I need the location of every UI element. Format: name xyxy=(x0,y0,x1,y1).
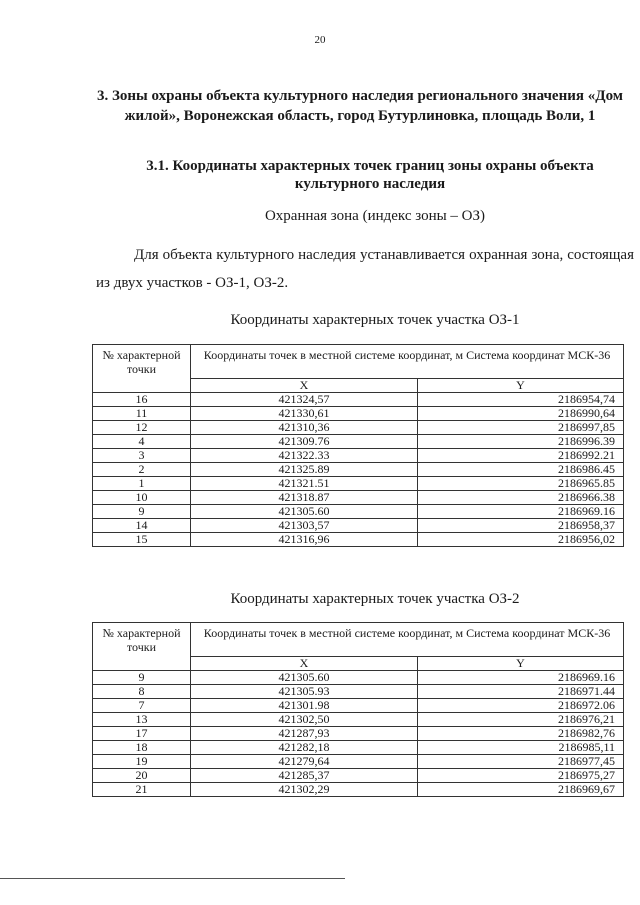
x-coord-cell: 421279,64 xyxy=(191,755,418,769)
y-coord-cell: 2186985,11 xyxy=(418,741,624,755)
point-number-cell: 8 xyxy=(93,685,191,699)
x-coord-cell: 421310,36 xyxy=(191,421,418,435)
y-coord-cell: 2186969.16 xyxy=(418,671,624,685)
table-row xyxy=(93,463,624,477)
page-number: 20 xyxy=(314,34,326,46)
point-number-cell: 14 xyxy=(93,519,191,533)
table-row xyxy=(93,407,624,421)
x-coord-cell: 421309.76 xyxy=(191,435,418,449)
table1-body xyxy=(93,393,624,547)
x-coord-cell: 421325.89 xyxy=(191,463,418,477)
y-coord-cell: 2186966.38 xyxy=(418,491,624,505)
paragraph-text: Для объекта культурного наследия устанавливается охранная зона, состоящая из двух участков - ОЗ-1, ОЗ-2. xyxy=(96,247,634,291)
body-paragraph xyxy=(96,241,634,297)
table-row xyxy=(93,421,624,435)
table-row xyxy=(93,783,624,797)
table-row xyxy=(93,755,624,769)
point-number-cell: 21 xyxy=(93,783,191,797)
table2-caption: Координаты характерных точек участка ОЗ-2 xyxy=(230,591,520,607)
point-number-cell: 10 xyxy=(93,491,191,505)
header-coords: Координаты точек в местной системе координат, м Система координат МСК-36 xyxy=(191,345,624,379)
y-coord-cell: 2186975,27 xyxy=(418,769,624,783)
y-coord-cell: 2186969.16 xyxy=(418,505,624,519)
table-row xyxy=(93,491,624,505)
y-coord-cell: 2186976,21 xyxy=(418,713,624,727)
table-row xyxy=(93,519,624,533)
y-coord-cell: 2186982,76 xyxy=(418,727,624,741)
table-row xyxy=(93,477,624,491)
x-coord-cell: 421282,18 xyxy=(191,741,418,755)
x-coord-cell: 421324,57 xyxy=(191,393,418,407)
x-coord-cell: 421301.98 xyxy=(191,699,418,713)
point-number-cell: 4 xyxy=(93,435,191,449)
y-coord-cell: 2186971.44 xyxy=(418,685,624,699)
point-number-cell: 3 xyxy=(93,449,191,463)
y-coord-cell: 2186954,74 xyxy=(418,393,624,407)
table-row xyxy=(93,769,624,783)
coords-table-oz2 xyxy=(92,622,624,797)
header-coords: Координаты точек в местной системе координат, м Система координат МСК-36 xyxy=(191,623,624,657)
table-row xyxy=(93,393,624,407)
y-coord-cell: 2186997,85 xyxy=(418,421,624,435)
x-coord-cell: 421302,29 xyxy=(191,783,418,797)
x-coord-cell: 421316,96 xyxy=(191,533,418,547)
y-coord-cell: 2186990,64 xyxy=(418,407,624,421)
y-coord-cell: 2186969,67 xyxy=(418,783,624,797)
x-coord-cell: 421322.33 xyxy=(191,449,418,463)
section-heading: 3. Зоны охраны объекта культурного наследия регионального значения «Дом жилой», Воронежская область, город Бутурлиновка, площадь Воли, 1 xyxy=(96,88,623,124)
header-point: № характерной точки xyxy=(93,623,191,671)
point-number-cell: 7 xyxy=(93,699,191,713)
x-coord-cell: 421305.60 xyxy=(191,671,418,685)
x-coord-cell: 421305.60 xyxy=(191,505,418,519)
table-row xyxy=(93,727,624,741)
zone-title: Охранная зона (индекс зоны – ОЗ) xyxy=(264,208,486,224)
header-y: Y xyxy=(418,379,624,393)
x-coord-cell: 421318.87 xyxy=(191,491,418,505)
point-number-cell: 16 xyxy=(93,393,191,407)
point-number-cell: 11 xyxy=(93,407,191,421)
table-row xyxy=(93,449,624,463)
y-coord-cell: 2186956,02 xyxy=(418,533,624,547)
y-coord-cell: 2186972.06 xyxy=(418,699,624,713)
y-coord-cell: 2186992.21 xyxy=(418,449,624,463)
x-coord-cell: 421285,37 xyxy=(191,769,418,783)
header-x: X xyxy=(191,657,418,671)
y-coord-cell: 2186977,45 xyxy=(418,755,624,769)
point-number-cell: 12 xyxy=(93,421,191,435)
subsection-heading: 3.1. Координаты характерных точек границ зоны охраны объекта культурного наследия xyxy=(146,158,594,192)
point-number-cell: 1 xyxy=(93,477,191,491)
x-coord-cell: 421302,50 xyxy=(191,713,418,727)
table2-body xyxy=(93,671,624,797)
table-row xyxy=(93,435,624,449)
footer-divider xyxy=(0,878,345,879)
table-row xyxy=(93,685,624,699)
header-y: Y xyxy=(418,657,624,671)
y-coord-cell: 2186996.39 xyxy=(418,435,624,449)
y-coord-cell: 2186986.45 xyxy=(418,463,624,477)
table-row xyxy=(93,713,624,727)
point-number-cell: 19 xyxy=(93,755,191,769)
x-coord-cell: 421303,57 xyxy=(191,519,418,533)
x-coord-cell: 421321.51 xyxy=(191,477,418,491)
point-number-cell: 9 xyxy=(93,505,191,519)
table-row xyxy=(93,699,624,713)
point-number-cell: 9 xyxy=(93,671,191,685)
table-row xyxy=(93,671,624,685)
coords-table-oz1 xyxy=(92,344,624,547)
table-row xyxy=(93,505,624,519)
point-number-cell: 18 xyxy=(93,741,191,755)
point-number-cell: 2 xyxy=(93,463,191,477)
header-x: X xyxy=(191,379,418,393)
x-coord-cell: 421305.93 xyxy=(191,685,418,699)
point-number-cell: 15 xyxy=(93,533,191,547)
y-coord-cell: 2186958,37 xyxy=(418,519,624,533)
point-number-cell: 13 xyxy=(93,713,191,727)
point-number-cell: 17 xyxy=(93,727,191,741)
point-number-cell: 20 xyxy=(93,769,191,783)
table1-caption: Координаты характерных точек участка ОЗ-1 xyxy=(230,312,520,328)
x-coord-cell: 421287,93 xyxy=(191,727,418,741)
x-coord-cell: 421330,61 xyxy=(191,407,418,421)
y-coord-cell: 2186965.85 xyxy=(418,477,624,491)
header-point: № характерной точки xyxy=(93,345,191,393)
table-row xyxy=(93,741,624,755)
table-row xyxy=(93,533,624,547)
